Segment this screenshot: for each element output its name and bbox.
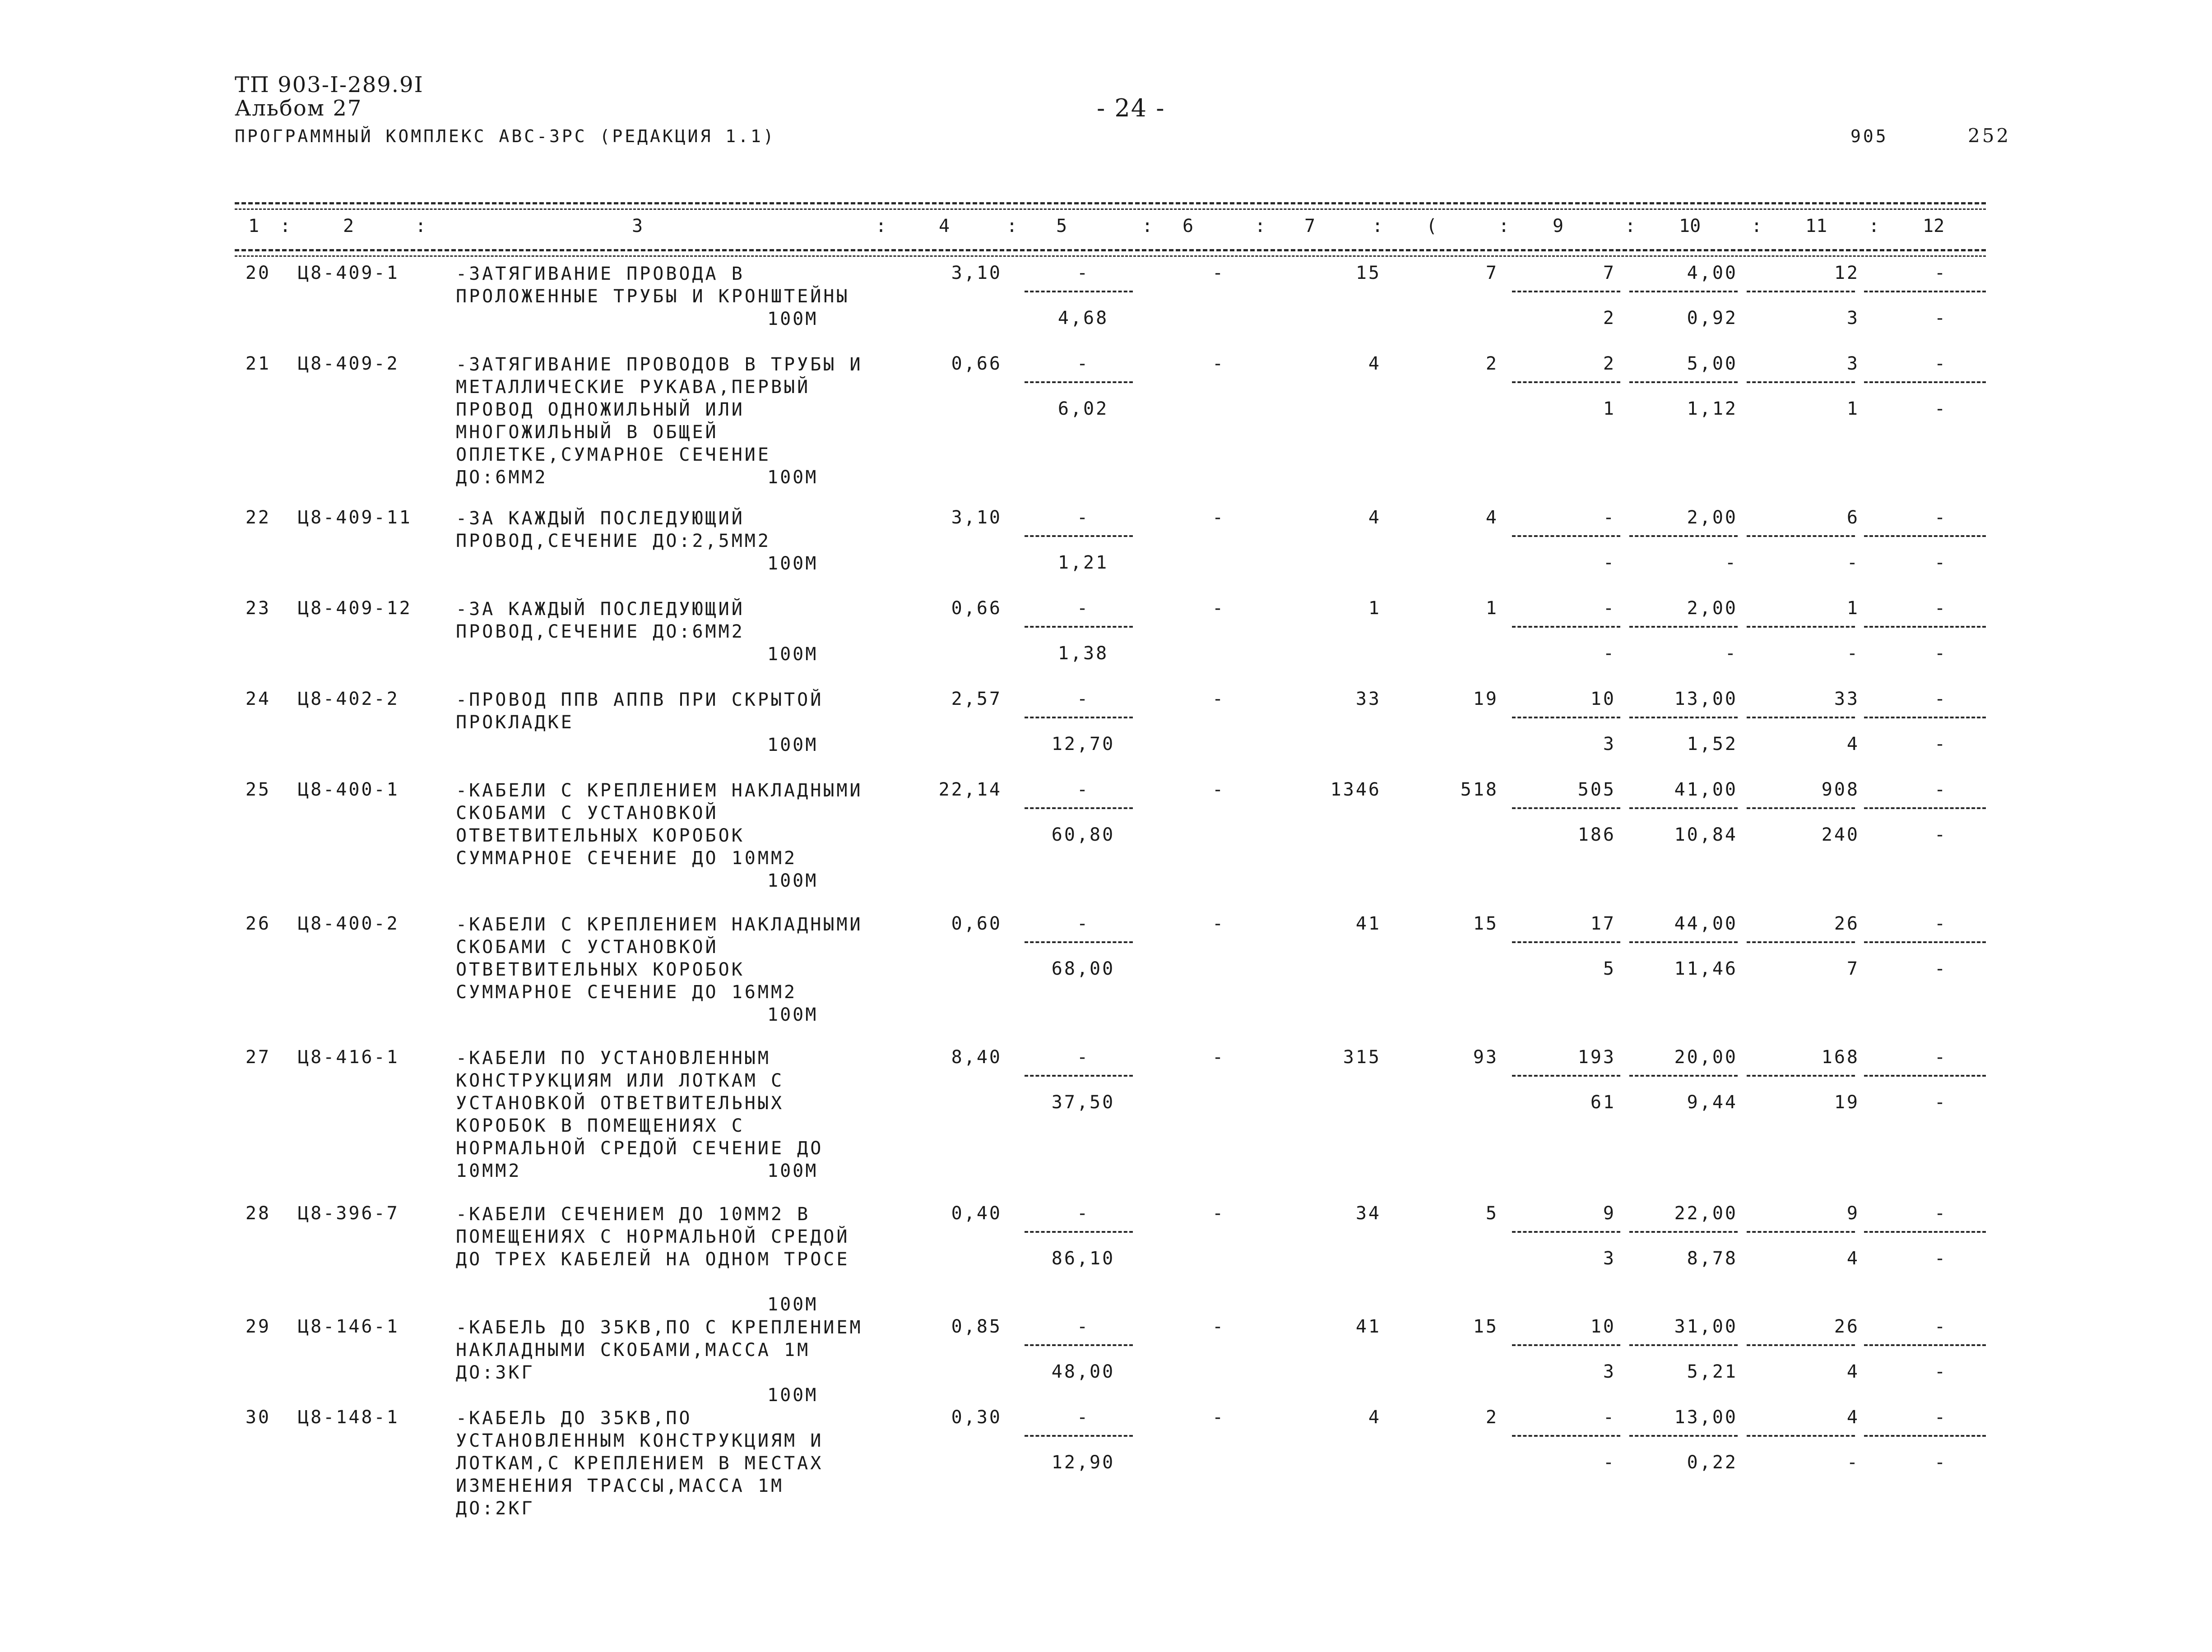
col10-rule: [1629, 291, 1738, 292]
col9-top: 9: [1603, 1203, 1616, 1224]
col10-rule: [1629, 535, 1738, 537]
col10-rule: [1629, 717, 1738, 718]
row-number: 24: [245, 689, 271, 709]
col11-top: 6: [1846, 507, 1860, 528]
col6: -: [1212, 1047, 1225, 1068]
work-description: -ЗА КАЖДЫЙ ПОСЛЕДУЮЩИЙ ПРОВОД,СЕЧЕНИЕ ДО:2,5ММ2: [456, 508, 771, 551]
col7: 1: [1368, 598, 1381, 619]
price-code: Ц8-409-2: [298, 353, 399, 374]
quantity: 0,66: [951, 598, 1002, 619]
quantity: 0,85: [951, 1316, 1002, 1337]
col9-bottom: 1: [1603, 398, 1616, 419]
col7: 33: [1355, 689, 1381, 709]
col12-top: -: [1934, 1407, 1948, 1428]
col10-bottom: 0,92: [1687, 308, 1738, 329]
row-number: 26: [245, 913, 271, 934]
work-description: -ЗАТЯГИВАНИЕ ПРОВОДА В ПРОЛОЖЕННЫЕ ТРУБЫ И КРОНШТЕЙНЫ: [456, 264, 850, 307]
col11-rule: [1747, 717, 1855, 718]
col11-rule: [1747, 535, 1855, 537]
row-number: 28: [245, 1203, 271, 1224]
col12-top: -: [1934, 353, 1948, 374]
col6: -: [1212, 263, 1225, 283]
col5-bottom: 12,90: [1051, 1452, 1115, 1473]
col5-top: -: [1076, 1316, 1090, 1337]
col11-bottom: -: [1846, 552, 1860, 573]
col10-rule: [1629, 1231, 1738, 1233]
col5-rule: [1025, 381, 1133, 383]
col11-rule: [1747, 1344, 1855, 1346]
quantity: 0,60: [951, 913, 1002, 934]
col10-top: 4,00: [1687, 263, 1738, 283]
quantity: 3,10: [951, 263, 1002, 283]
quantity: 0,66: [951, 353, 1002, 374]
unit-of-measure: 100М: [767, 1294, 818, 1315]
price-code: Ц8-400-2: [298, 913, 399, 934]
column-header-(: (: [1426, 216, 1438, 236]
col10-top: 5,00: [1687, 353, 1738, 374]
col9-bottom: 61: [1590, 1092, 1616, 1113]
col12-bottom: -: [1934, 1092, 1948, 1113]
column-header-12: 12: [1923, 216, 1945, 236]
col6: -: [1212, 1316, 1225, 1337]
col11-rule: [1747, 1435, 1855, 1437]
work-description: -КАБЕЛИ С КРЕПЛЕНИЕМ НАКЛАДНЫМИ СКОБАМИ С УСТАНОВКОЙ ОТВЕТВИТЕЛЬНЫХ КОРОБОК СУММАРНОЕ СЕЧЕНИЕ ДО 16ММ2: [456, 914, 863, 1003]
col12-top: -: [1934, 1203, 1948, 1224]
col12-rule: [1864, 807, 1986, 809]
col12-rule: [1864, 1344, 1986, 1346]
sheet-number: 252: [1968, 125, 2011, 147]
col10-rule: [1629, 941, 1738, 943]
col11-top: 3: [1846, 353, 1860, 374]
col5-bottom: 1,21: [1057, 552, 1109, 573]
col12-bottom: -: [1934, 398, 1948, 419]
col5-bottom: 12,70: [1051, 734, 1115, 754]
col6: -: [1212, 779, 1225, 800]
col5-rule: [1025, 717, 1133, 718]
col12-top: -: [1934, 913, 1948, 934]
col6: -: [1212, 353, 1225, 374]
column-separator: :: [1006, 216, 1018, 236]
col5-rule: [1025, 807, 1133, 809]
col5-top: -: [1076, 1203, 1090, 1224]
col10-top: 13,00: [1674, 1407, 1738, 1428]
col11-top: 12: [1834, 263, 1860, 283]
col10-bottom: -: [1725, 552, 1738, 573]
col12-bottom: -: [1934, 734, 1948, 754]
col10-bottom: 0,22: [1687, 1452, 1738, 1473]
code-right: 905: [1850, 126, 1888, 146]
col6: -: [1212, 913, 1225, 934]
column-header-6: 6: [1183, 216, 1194, 236]
col8: 2: [1485, 1407, 1498, 1428]
col5-top: -: [1076, 1407, 1090, 1428]
col8: 4: [1485, 507, 1498, 528]
col8: 518: [1460, 779, 1498, 800]
col10-top: 44,00: [1674, 913, 1738, 934]
table-top-rule-2: [235, 208, 1986, 210]
column-separator: :: [876, 216, 887, 236]
col7: 15: [1355, 263, 1381, 283]
column-separator: :: [1255, 216, 1266, 236]
col12-bottom: -: [1934, 1361, 1948, 1382]
price-code: Ц8-409-12: [298, 598, 412, 619]
col9-bottom: 2: [1603, 308, 1616, 329]
row-number: 30: [245, 1407, 271, 1428]
column-separator: :: [1869, 216, 1880, 236]
col10-rule: [1629, 1344, 1738, 1346]
column-separator: :: [1625, 216, 1636, 236]
work-description: -ЗАТЯГИВАНИЕ ПРОВОДОВ В ТРУБЫ И МЕТАЛЛИЧЕСКИЕ РУКАВА,ПЕРВЫЙ ПРОВОД ОДНОЖИЛЬНЫЙ ИЛИ МНОГОЖИЛЬНЫЙ В ОБЩЕЙ ОПЛЕТКЕ,СУМАРНОЕ СЕЧЕНИЕ ДО:6ММ2: [456, 354, 863, 488]
col10-bottom: -: [1725, 643, 1738, 664]
price-code: Ц8-409-1: [298, 263, 399, 283]
unit-of-measure: 100М: [767, 467, 818, 488]
col5-bottom: 60,80: [1051, 824, 1115, 845]
col8: 15: [1473, 1316, 1498, 1337]
col7: 4: [1368, 1407, 1381, 1428]
col11-rule: [1747, 807, 1855, 809]
col7: 4: [1368, 353, 1381, 374]
col9-bottom: 3: [1603, 1248, 1616, 1269]
col11-bottom: 4: [1846, 1248, 1860, 1269]
col9-top: -: [1603, 507, 1616, 528]
column-header-11: 11: [1805, 216, 1827, 236]
col5-bottom: 48,00: [1051, 1361, 1115, 1382]
col9-bottom: -: [1603, 643, 1616, 664]
col8: 1: [1485, 598, 1498, 619]
row-number: 23: [245, 598, 271, 619]
work-description: -КАБЕЛЬ ДО 35КВ,ПО УСТАНОВЛЕННЫМ КОНСТРУКЦИЯМ И ЛОТКАМ,С КРЕПЛЕНИЕМ В МЕСТАХ ИЗМЕНЕНИЯ ТРАССЫ,МАССА 1М ДО:2КГ: [456, 1408, 824, 1519]
col7: 315: [1343, 1047, 1381, 1068]
col9-bottom: -: [1603, 552, 1616, 573]
col11-top: 168: [1821, 1047, 1860, 1068]
col9-bottom: 3: [1603, 734, 1616, 754]
table-top-rule: [235, 202, 1986, 204]
col11-top: 908: [1821, 779, 1860, 800]
col11-rule: [1747, 1231, 1855, 1233]
col8: 5: [1485, 1203, 1498, 1224]
col9-top: 505: [1577, 779, 1616, 800]
col12-top: -: [1934, 1316, 1948, 1337]
col12-top: -: [1934, 598, 1948, 619]
col9-bottom: 3: [1603, 1361, 1616, 1382]
row-number: 29: [245, 1316, 271, 1337]
row-number: 25: [245, 779, 271, 800]
col5-top: -: [1076, 913, 1090, 934]
col12-top: -: [1934, 779, 1948, 800]
price-code: Ц8-400-1: [298, 779, 399, 800]
col10-bottom: 8,78: [1687, 1248, 1738, 1269]
col5-bottom: 1,38: [1057, 643, 1109, 664]
col12-bottom: -: [1934, 552, 1948, 573]
col5-bottom: 6,02: [1057, 398, 1109, 419]
col6: -: [1212, 1407, 1225, 1428]
col5-rule: [1025, 1435, 1133, 1437]
col9-top: 2: [1603, 353, 1616, 374]
col11-rule: [1747, 626, 1855, 628]
work-description: -ЗА КАЖДЫЙ ПОСЛЕДУЮЩИЙ ПРОВОД,СЕЧЕНИЕ ДО:6ММ2: [456, 599, 745, 642]
col9-rule: [1512, 381, 1620, 383]
col11-top: 26: [1834, 913, 1860, 934]
col12-bottom: -: [1934, 308, 1948, 329]
col10-rule: [1629, 807, 1738, 809]
work-description: -КАБЕЛЬ ДО 35КВ,ПО С КРЕПЛЕНИЕМ НАКЛАДНЫМИ СКОБАМИ,МАССА 1М ДО:3КГ: [456, 1317, 863, 1383]
col12-rule: [1864, 1435, 1986, 1437]
col8: 19: [1473, 689, 1498, 709]
album-label: Альбом 27: [235, 96, 362, 121]
col5-bottom: 4,68: [1057, 308, 1109, 329]
col12-top: -: [1934, 263, 1948, 283]
col12-rule: [1864, 291, 1986, 292]
col11-rule: [1747, 381, 1855, 383]
col12-rule: [1864, 1075, 1986, 1077]
col11-bottom: 4: [1846, 734, 1860, 754]
col10-bottom: 9,44: [1687, 1092, 1738, 1113]
col9-rule: [1512, 807, 1620, 809]
col9-top: 10: [1590, 689, 1616, 709]
col10-top: 31,00: [1674, 1316, 1738, 1337]
column-separator: :: [1142, 216, 1153, 236]
col9-top: 17: [1590, 913, 1616, 934]
unit-of-measure: 100М: [767, 644, 818, 665]
quantity: 0,40: [951, 1203, 1002, 1224]
col12-top: -: [1934, 1047, 1948, 1068]
col12-bottom: -: [1934, 824, 1948, 845]
col9-rule: [1512, 1344, 1620, 1346]
col9-rule: [1512, 626, 1620, 628]
col11-top: 9: [1846, 1203, 1860, 1224]
col12-top: -: [1934, 689, 1948, 709]
col12-rule: [1864, 941, 1986, 943]
col12-rule: [1864, 626, 1986, 628]
work-description: -КАБЕЛИ ПО УСТАНОВЛЕННЫМ КОНСТРУКЦИЯМ ИЛИ ЛОТКАМ С УСТАНОВКОЙ ОТВЕТВИТЕЛЬНЫХ КОРОБОК В ПОМЕЩЕНИЯХ С НОРМАЛЬНОЙ СРЕДОЙ СЕЧЕНИЕ ДО 10ММ2: [456, 1048, 824, 1181]
col7: 34: [1355, 1203, 1381, 1224]
col5-top: -: [1076, 507, 1090, 528]
col6: -: [1212, 689, 1225, 709]
col10-rule: [1629, 381, 1738, 383]
col9-rule: [1512, 1231, 1620, 1233]
work-description: -КАБЕЛИ СЕЧЕНИЕМ ДО 10ММ2 В ПОМЕЩЕНИЯХ С НОРМАЛЬНОЙ СРЕДОЙ ДО ТРЕХ КАБЕЛЕЙ НА ОДНОМ ТРОСЕ: [456, 1204, 850, 1270]
page-number: - 24 -: [1097, 94, 1165, 122]
col11-bottom: 3: [1846, 308, 1860, 329]
col8: 15: [1473, 913, 1498, 934]
row-number: 20: [245, 263, 271, 283]
col5-top: -: [1076, 689, 1090, 709]
col10-rule: [1629, 1075, 1738, 1077]
col11-bottom: 4: [1846, 1361, 1860, 1382]
column-header-10: 10: [1679, 216, 1701, 236]
unit-of-measure: 100М: [767, 870, 818, 891]
col10-bottom: 10,84: [1674, 824, 1738, 845]
col10-bottom: 1,12: [1687, 398, 1738, 419]
work-description: -КАБЕЛИ С КРЕПЛЕНИЕМ НАКЛАДНЫМИ СКОБАМИ С УСТАНОВКОЙ ОТВЕТВИТЕЛЬНЫХ КОРОБОК СУММАРНОЕ СЕЧЕНИЕ ДО 10ММ2: [456, 780, 863, 869]
col11-bottom: 7: [1846, 958, 1860, 979]
col12-rule: [1864, 1231, 1986, 1233]
col5-rule: [1025, 941, 1133, 943]
row-number: 21: [245, 353, 271, 374]
col12-bottom: -: [1934, 958, 1948, 979]
price-code: Ц8-409-11: [298, 507, 412, 528]
col5-rule: [1025, 535, 1133, 537]
row-number: 22: [245, 507, 271, 528]
col10-bottom: 5,21: [1687, 1361, 1738, 1382]
col11-top: 26: [1834, 1316, 1860, 1337]
quantity: 2,57: [951, 689, 1002, 709]
col5-bottom: 68,00: [1051, 958, 1115, 979]
quantity: 0,30: [951, 1407, 1002, 1428]
col9-rule: [1512, 1075, 1620, 1077]
col11-bottom: -: [1846, 1452, 1860, 1473]
col5-rule: [1025, 291, 1133, 292]
column-separator: :: [1751, 216, 1762, 236]
table-header-rule: [235, 249, 1986, 251]
column-header-1: 1: [248, 216, 260, 236]
column-header-5: 5: [1056, 216, 1067, 236]
col10-top: 20,00: [1674, 1047, 1738, 1068]
unit-of-measure: 100М: [767, 1004, 818, 1025]
col9-rule: [1512, 1435, 1620, 1437]
col10-top: 13,00: [1674, 689, 1738, 709]
col12-bottom: -: [1934, 1248, 1948, 1269]
price-code: Ц8-396-7: [298, 1203, 399, 1224]
column-separator: :: [1372, 216, 1383, 236]
unit-of-measure: 100М: [767, 309, 818, 329]
col9-top: 10: [1590, 1316, 1616, 1337]
col11-rule: [1747, 1075, 1855, 1077]
table-header-rule-2: [235, 255, 1986, 257]
col10-bottom: 1,52: [1687, 734, 1738, 754]
doc-code: ТП 903-I-289.9I: [235, 72, 424, 97]
col9-rule: [1512, 717, 1620, 718]
col12-top: -: [1934, 507, 1948, 528]
price-code: Ц8-146-1: [298, 1316, 399, 1337]
col9-top: -: [1603, 598, 1616, 619]
col10-top: 2,00: [1687, 598, 1738, 619]
col6: -: [1212, 507, 1225, 528]
col8: 7: [1485, 263, 1498, 283]
quantity: 22,14: [938, 779, 1002, 800]
unit-of-measure: 100М: [767, 1385, 818, 1406]
program-title: ПРОГРАММНЫЙ КОМПЛЕКС АВС-3РС (РЕДАКЦИЯ 1.1): [235, 126, 776, 146]
column-separator: :: [1498, 216, 1510, 236]
unit-of-measure: 100М: [767, 553, 818, 574]
col7: 41: [1355, 1316, 1381, 1337]
col10-rule: [1629, 626, 1738, 628]
col11-bottom: 240: [1821, 824, 1860, 845]
col11-top: 1: [1846, 598, 1860, 619]
col5-bottom: 37,50: [1051, 1092, 1115, 1113]
column-header-3: 3: [632, 216, 643, 236]
col11-bottom: 19: [1834, 1092, 1860, 1113]
col9-bottom: 5: [1603, 958, 1616, 979]
price-code: Ц8-402-2: [298, 689, 399, 709]
row-number: 27: [245, 1047, 271, 1068]
col11-top: 4: [1846, 1407, 1860, 1428]
col5-rule: [1025, 1075, 1133, 1077]
column-header-2: 2: [343, 216, 354, 236]
col9-top: 193: [1577, 1047, 1616, 1068]
column-header-9: 9: [1553, 216, 1564, 236]
column-header-4: 4: [939, 216, 950, 236]
col9-rule: [1512, 941, 1620, 943]
unit-of-measure: 100М: [767, 1161, 818, 1181]
col5-top: -: [1076, 353, 1090, 374]
price-code: Ц8-148-1: [298, 1407, 399, 1428]
col5-rule: [1025, 626, 1133, 628]
col12-bottom: -: [1934, 643, 1948, 664]
col7: 41: [1355, 913, 1381, 934]
work-description: -ПРОВОД ППВ АППВ ПРИ СКРЫТОЙ ПРОКЛАДКЕ: [456, 689, 824, 733]
col11-bottom: 1: [1846, 398, 1860, 419]
col9-top: 7: [1603, 263, 1616, 283]
col8: 2: [1485, 353, 1498, 374]
col11-bottom: -: [1846, 643, 1860, 664]
col10-rule: [1629, 1435, 1738, 1437]
unit-of-measure: 100М: [767, 735, 818, 755]
col5-rule: [1025, 1344, 1133, 1346]
col10-bottom: 11,46: [1674, 958, 1738, 979]
col11-rule: [1747, 941, 1855, 943]
col9-bottom: 186: [1577, 824, 1616, 845]
col5-top: -: [1076, 779, 1090, 800]
column-separator: :: [280, 216, 291, 236]
col5-bottom: 86,10: [1051, 1248, 1115, 1269]
column-separator: :: [415, 216, 427, 236]
col5-top: -: [1076, 263, 1090, 283]
quantity: 8,40: [951, 1047, 1002, 1068]
col11-top: 33: [1834, 689, 1860, 709]
col10-top: 22,00: [1674, 1203, 1738, 1224]
col6: -: [1212, 1203, 1225, 1224]
col5-top: -: [1076, 598, 1090, 619]
col9-rule: [1512, 291, 1620, 292]
col12-rule: [1864, 717, 1986, 718]
col5-rule: [1025, 1231, 1133, 1233]
col7: 4: [1368, 507, 1381, 528]
col12-bottom: -: [1934, 1452, 1948, 1473]
col9-bottom: -: [1603, 1452, 1616, 1473]
col9-top: -: [1603, 1407, 1616, 1428]
col12-rule: [1864, 535, 1986, 537]
col7: 1346: [1330, 779, 1381, 800]
col10-top: 2,00: [1687, 507, 1738, 528]
column-header-7: 7: [1304, 216, 1316, 236]
price-code: Ц8-416-1: [298, 1047, 399, 1068]
col6: -: [1212, 598, 1225, 619]
col8: 93: [1473, 1047, 1498, 1068]
col9-rule: [1512, 535, 1620, 537]
col12-rule: [1864, 381, 1986, 383]
quantity: 3,10: [951, 507, 1002, 528]
col5-top: -: [1076, 1047, 1090, 1068]
col11-rule: [1747, 291, 1855, 292]
col10-top: 41,00: [1674, 779, 1738, 800]
